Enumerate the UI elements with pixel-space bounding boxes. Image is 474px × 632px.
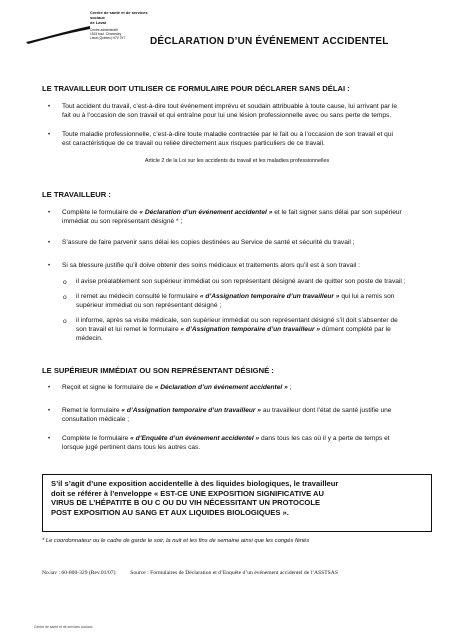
bullet-icon: • (48, 436, 51, 442)
source-line (42, 570, 338, 576)
worker-sub-bullet-3: il informe, après sa visite médicale, son supérieur immédiat ou son représentant désigné s’il doit s’absenter de son travail et lui remet le formulaire « d’Assignation temporaire d’un travailleur » dûment complété par le médecin. (76, 317, 398, 342)
sub-bullet-icon: o (63, 318, 67, 325)
addr-line-3: Laval (Québec) H7V 3Y7 (90, 36, 126, 40)
sub-bullet-icon: o (63, 279, 67, 286)
org-name (90, 10, 160, 25)
swoosh-logo-icon (26, 26, 90, 44)
page-title: DÉCLARATION D’UN ÉVÉNEMENT ACCIDENTEL (150, 36, 389, 47)
worker-heading: LE TRAVAILLEUR : (42, 190, 111, 199)
supervisor-bullet-1: Reçoit et signe le formulaire de « Déclaration d’un événement accidentel » ; (62, 384, 292, 391)
supervisor-bullet-2: Remet le formulaire « d’Assignation temporaire d’un travailleur » au travailleur dont l’état de santé justifie une consultation médicale ; (62, 407, 392, 423)
worker-sub-bullet-1: il avise préalablement son supérieur immédiat ou son représentant désigné avant de quitter son poste de travail ; (76, 278, 406, 285)
bullet-icon: • (48, 385, 51, 391)
supervisor-heading: LE SUPÉRIEUR IMMÉDIAT OU SON REPRÉSENTANT DÉSIGNÉ : (42, 366, 274, 375)
form-number: No.iav : 60-800-329 (Rev.01/07) (42, 570, 116, 576)
bullet-icon: • (48, 263, 51, 269)
source-text: Source : Formulaires de Déclaration et d’Enquête d’un événement accidentel de l’ASSTSAS (130, 570, 338, 576)
biological-exposure-notice: S’il s’agit d’une exposition accidentelle à des liquides biologiques, le travailleur doit se référer à l’enveloppe « EST-CE UNE EXPOSITION SIGNIFICATIVE AU VIRUS DE L’HÉPATITE B OU C OU DU VIH NÉCESSITANT UN PROTOCOLE POST EXPOSITION AU SANG ET AUX LIQUIDES BIOLOGIQUES ». (42, 474, 432, 532)
worker-bullet-3: Si sa blessure justifie qu’il doive obtenir des soins médicaux et traitements alors qu’il est à son travail : (62, 262, 360, 269)
worker-sub-bullet-2: il remet au médecin consulté le formulaire « d’Assignation temporaire d’un travailleur » qui lui a remis son supérieur immédiat ou son représentant désigné ; (76, 293, 395, 309)
addr-line-1: Centre administratif (90, 28, 118, 32)
bullet-icon: • (48, 104, 51, 110)
org-line-2: de Laval (90, 20, 107, 25)
intro-heading: LE TRAVAILLEUR DOIT UTILISER CE FORMULAIRE POUR DÉCLARER SANS DÉLAI : (42, 84, 350, 93)
addr-line-2: 1515 boul. Chomedey (90, 32, 122, 36)
bullet-icon: • (48, 240, 51, 246)
worker-bullet-2: S’assure de faire parvenir sans délai les copies destinées au Service de santé et sécurité du travail ; (62, 239, 355, 246)
bottom-org-name: Centre de santé et de services sociaux (34, 625, 93, 629)
footnote: * Le coordonnateur ou le cadre de garde le soir, la nuit et les fins de semaine ainsi que les congés fériés (42, 538, 310, 544)
intro-bullet-1: Tout accident du travail, c’est-à-dire tout événement imprévu et soudain attribuable à toute cause, lui arrivant par le fait ou à l’occasion de son travail et qui entraîne pour lui une lésion professionnelle avec ou sans perte de temps. (62, 103, 397, 119)
intro-bullet-2: Toute maladie professionnelle, c’est-à-dire toute maladie contractée par le fait ou à l’occasion de son travail et qui est caractéristique de ce travail ou reliée directement aux risques particuliers de ce travail. (62, 131, 393, 147)
supervisor-bullet-3: Complète le formulaire « d’Enquête d’un événement accidentel » dans tous les cas où il y a perte de temps et lorsque jugé pertinent dans tous les autres cas. (62, 435, 390, 451)
sub-bullet-icon: o (63, 294, 67, 301)
bullet-icon: • (48, 210, 51, 216)
worker-bullet-1: Complète le formulaire de « Déclaration d’un événement accidentel » et le fait signer sans délai par son supérieur immédiat ou son représentant désigné * ; (62, 209, 402, 225)
bullet-icon: • (48, 132, 51, 138)
bullet-icon: • (48, 408, 51, 414)
org-line-1: Centre de santé et de services sociaux (90, 10, 148, 20)
law-reference-note: Article 2 de la Loi sur les accidents du travail et les maladies professionnelles (144, 158, 330, 164)
org-address (90, 28, 140, 40)
